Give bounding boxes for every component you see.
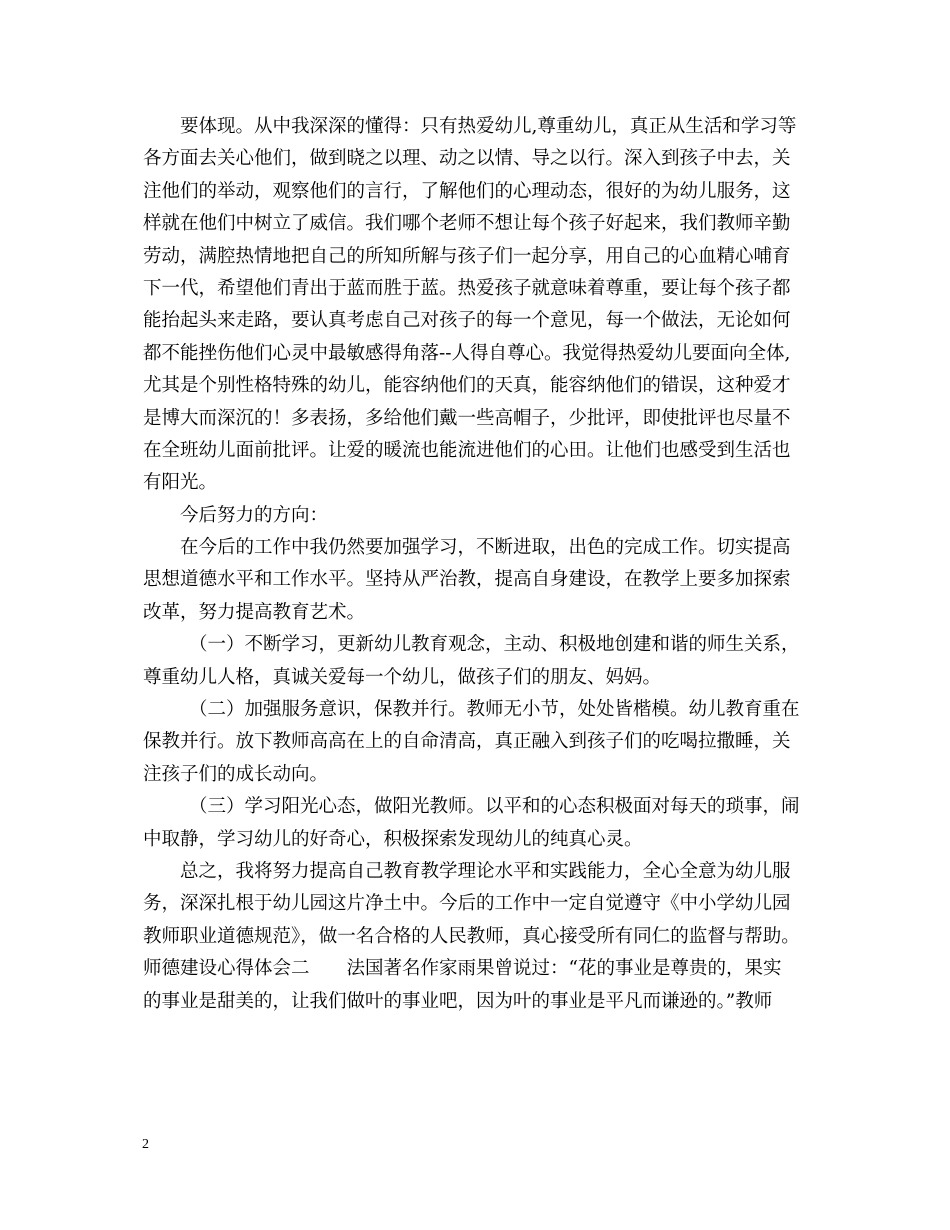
section-heading: 今后努力的方向： bbox=[180, 504, 329, 526]
text-line: 思想道德水平和工作水平。坚持从严治教，提高自身建设，在教学上要多加探索 bbox=[143, 569, 791, 591]
text-line: 师德建设心得体会二 法国著名作家雨果曾说过：“花的事业是尊贵的，果实 bbox=[143, 958, 782, 980]
text-line: 有阳光。 bbox=[143, 472, 218, 494]
text-line: 能抬起头来走路，要认真考虑自己对孩子的每一个意见，每一个做法，无论如何 bbox=[143, 310, 791, 332]
page-number: 2 bbox=[142, 1137, 149, 1152]
body-text bbox=[143, 111, 809, 1018]
text-line: 尤其是个别性格特殊的幼儿，能容纳他们的天真，能容纳他们的错误，这种爱才 bbox=[143, 375, 791, 397]
text-line: 注孩子们的成长动向。 bbox=[143, 763, 329, 785]
text-line: 样就在他们中树立了威信。我们哪个老师不想让每个孩子好起来，我们教师辛勤 bbox=[143, 213, 791, 235]
text-line: 各方面去关心他们，做到晓之以理、动之以情、导之以行。深入到孩子中去，关 bbox=[143, 148, 791, 170]
text-line: 中取静，学习幼儿的好奇心，积极探索发现幼儿的纯真心灵。 bbox=[143, 828, 643, 850]
text-line: 劳动，满腔热情地把自己的所知所解与孩子们一起分享，用自己的心血精心哺育 bbox=[143, 245, 791, 267]
text-line: 在今后的工作中我仍然要加强学习，不断进取，出色的完成工作。切实提高 bbox=[180, 537, 791, 559]
text-line: 的事业是甜美的，让我们做叶的事业吧，因为叶的事业是平凡而谦逊的。”教师 bbox=[143, 990, 773, 1012]
list-item-2: （二）加强服务意识，保教并行。教师无小节，处处皆楷模。幼儿教育重在 bbox=[189, 699, 800, 721]
text-line: 改革，努力提高教育艺术。 bbox=[143, 601, 366, 623]
list-item-1: （一）不断学习，更新幼儿教育观念，主动、积极地创建和谐的师生关系， bbox=[189, 634, 800, 656]
text-line: 在全班幼儿面前批评。让爱的暖流也能流进他们的心田。让他们也感受到生活也 bbox=[143, 439, 791, 461]
text-line: 要体现。从中我深深的懂得：只有热爱幼儿,尊重幼儿，真正从生活和学习等 bbox=[180, 116, 797, 137]
text-line: 总之，我将努力提高自己教育教学理论水平和实践能力，全心全意为幼儿服 bbox=[180, 860, 791, 882]
text-line: 注他们的举动，观察他们的言行，了解他们的心理动态，很好的为幼儿服务，这 bbox=[143, 180, 791, 202]
text-line: 教师职业道德规范》，做一名合格的人民教师，真心接受所有同仁的监督与帮助。 bbox=[143, 925, 800, 947]
text-line: 是博大而深沉的！多表扬，多给他们戴一些高帽子，少批评，即使批评也尽量不 bbox=[143, 407, 791, 429]
text-line: 务，深深扎根于幼儿园这片净土中。今后的工作中一定自觉遵守《中小学幼儿园 bbox=[143, 893, 791, 915]
text-line: 保教并行。放下教师高高在上的自命清高，真正融入到孩子们的吃喝拉撒睡，关 bbox=[143, 731, 791, 753]
text-line: 都不能挫伤他们心灵中最敏感得角落--人得自尊心。我觉得热爱幼儿要面向全体, bbox=[143, 342, 791, 364]
text-line: 下一代，希望他们青出于蓝而胜于蓝。热爱孩子就意味着尊重，要让每个孩子都 bbox=[143, 277, 791, 299]
list-item-3: （三）学习阳光心态，做阳光教师。以平和的心态积极面对每天的琐事，闹 bbox=[189, 796, 800, 818]
text-line: 尊重幼儿人格，真诚关爱每一个幼儿，做孩子们的朋友、妈妈。 bbox=[143, 666, 662, 688]
